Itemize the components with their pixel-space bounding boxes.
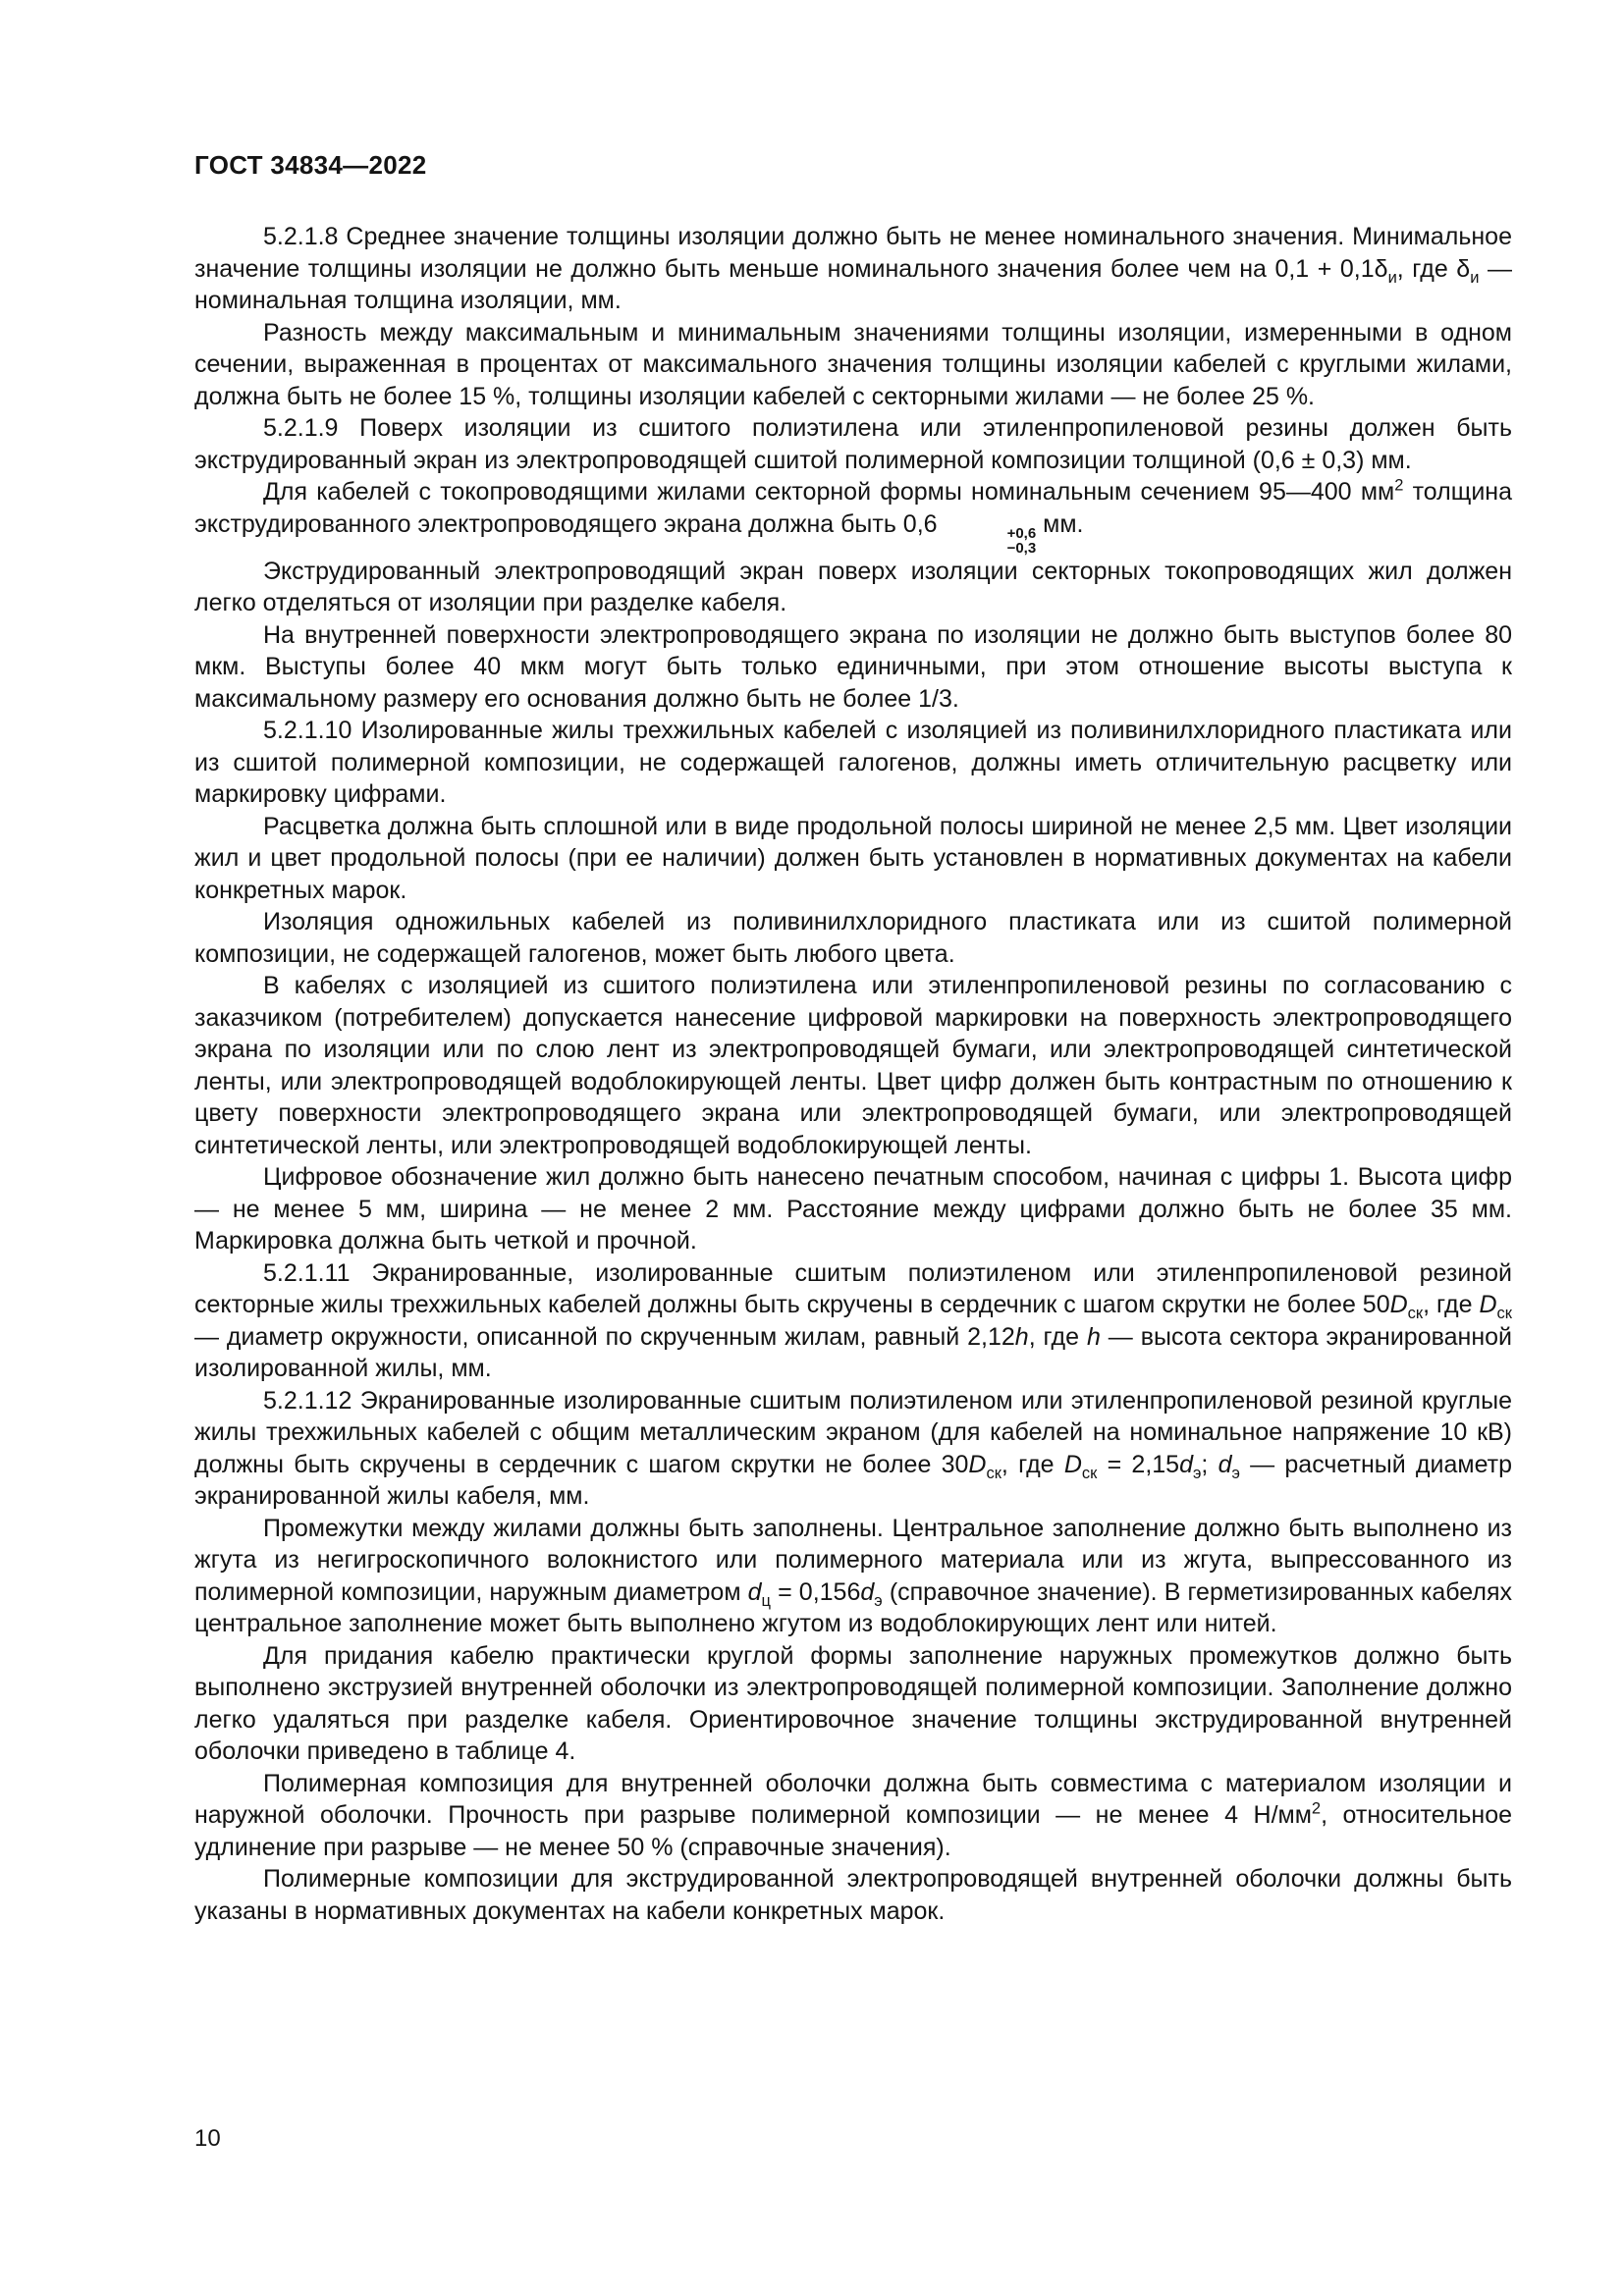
paragraph-5-2-1-12: 5.2.1.12 Экранированные изолированные сшитым полиэтиленом или этиленпропиленовой резиной круглые жилы трехжильных кабелей с общим металлическим экраном (для кабелей на номинальное напряжение 10 кВ) должны быть скручены в сердечник с шагом скрутки не более $30D_{ск}$, где $D_{ск} = 2,15d_э$; $d_э$ — расчетный диаметр экранированной жилы кабеля, мм. bbox=[194, 1386, 1512, 1511]
document-body bbox=[194, 221, 1512, 1927]
paragraph-gap-filling: Промежутки между жилами должны быть заполнены. Центральное заполнение должно быть выполнено из жгута из негигроскопичного волокнистого или полимерного материала или из жгута, выпрессованного из полимерной композиции, наружным диаметром $d_ц = 0,156d_э$ (справочное значение). В герметизированных кабелях центральное заполнение может быть выполнено жгутом из водоблокирующих лент или нитей. bbox=[194, 1514, 1513, 1638]
paragraph-5-2-1-8: 5.2.1.8 Среднее значение толщины изоляции должно быть не менее номинального значения. Минимальное значение толщины изоляции не должно быть меньше номинального значения более чем на $0,1 + 0,1\delta_и$, где $\delta_и$ — номинальная толщина изоляции, мм. bbox=[194, 223, 1512, 314]
page-number: 10 bbox=[194, 2125, 221, 2152]
paragraph-protrusions: На внутренней поверхности электропроводящего экрана по изоляции не должно быть выступов более 80 мкм. Выступы более 40 мкм могут быть только единичными, при этом отношение высоты выступа к максимальному размеру его основания должно быть не более 1/3. bbox=[194, 620, 1512, 713]
paragraph-thickness-difference: Разность между максимальным и минимальным значениями толщины изоляции, измеренными в одном сечении, выраженная в процентах от максимального значения толщины изоляции кабелей с круглыми жилами, должна быть не более 15 %, толщины изоляции кабелей с секторными жилами — не более 25 %. bbox=[194, 318, 1512, 410]
paragraph-digit-designation: Цифровое обозначение жил должно быть нанесено печатным способом, начиная с цифры 1. Высота цифр — не менее 5 мм, ширина — не менее 2 мм. Расстояние между цифрами должно быть не более 35 мм. Маркировка должна быть четкой и прочной. bbox=[194, 1163, 1512, 1255]
paragraph-screen-separation: Экструдированный электропроводящий экран поверх изоляции секторных токопроводящих жил должен легко отделяться от изоляции при разделке кабеля. bbox=[194, 557, 1512, 617]
paragraph-sector-screen: Для кабелей с токопроводящими жилами секторной формы номинальным сечением 95—400 $мм^2$ толщина экструдированного электропроводящего экрана должна быть 0,6 +0,6 −0,3 мм. bbox=[194, 476, 1512, 557]
tolerance-stack: +0,6 −0,3 bbox=[1006, 524, 1037, 557]
paragraph-coloring: Расцветка должна быть сплошной или в виде продольной полосы шириной не менее 2,5 мм. Цвет изоляции жил и цвет продольной полосы (при ее наличии) должен быть установлен в нормативных документах на кабели конкретных марок. bbox=[194, 812, 1512, 904]
paragraph-digital-marking: В кабелях с изоляцией из сшитого полиэтилена или этиленпропиленовой резины по согласованию с заказчиком (потребителем) допускается нанесение цифровой маркировки на поверхность электропроводящего экрана по изоляции или по слою лент из электропроводящей бумаги, или электропроводящей синтетической ленты, или электропроводящей водоблокирующей ленты. Цвет цифр должен быть контрастным по отношению к цвету поверхности электропроводящего экрана или электропроводящей бумаги, или электропроводящей синтетической ленты, или электропроводящей водоблокирующей ленты. bbox=[194, 972, 1512, 1159]
paragraph-polymer-compositions: Полимерные композиции для экструдированной электропроводящей внутренней оболочки должны быть указаны в нормативных документах на кабели конкретных марок. bbox=[194, 1865, 1512, 1925]
paragraph-5-2-1-9: 5.2.1.9 Поверх изоляции из сшитого полиэтилена или этиленпропиленовой резины должен быть экструдированный экран из электропроводящей сшитой полимерной композиции толщиной (0,6 ± 0,3) мм. bbox=[194, 414, 1512, 474]
document-code-header: ГОСТ 34834—2022 bbox=[194, 150, 427, 180]
paragraph-5-2-1-10: 5.2.1.10 Изолированные жилы трехжильных кабелей с изоляцией из поливинилхлоридного пластиката или из сшитой полимерной композиции, не содержащей галогенов, должны иметь отличительную расцветку или маркировку цифрами. bbox=[194, 717, 1512, 809]
paragraph-5-2-1-11: 5.2.1.11 Экранированные, изолированные сшитым полиэтиленом или этиленпропиленовой резиной секторные жилы трехжильных кабелей должны быть скручены в сердечник с шагом скрутки не более $50D_{ск}$, где $D_{ск}$ — диаметр окружности, описанной по скрученным жилам, равный 2,12h, где h — высота сектора экранированной изолированной жилы, мм. bbox=[194, 1258, 1512, 1383]
paragraph-polymer-compatibility: Полимерная композиция для внутренней оболочки должна быть совместима с материалом изоляции и наружной оболочки. Прочность при разрыве полимерной композиции — не менее 4 $Н/мм^2$, относительное удлинение при разрыве — не менее 50 % (справочные значения). bbox=[194, 1769, 1513, 1861]
paragraph-single-core-color: Изоляция одножильных кабелей из поливинилхлоридного пластиката или из сшитой полимерной композиции, не содержащей галогенов, может быть любого цвета. bbox=[194, 908, 1512, 968]
paragraph-outer-gaps: Для придания кабелю практически круглой формы заполнение наружных промежутков должно быть выполнено экструзией внутренней оболочки из электропроводящей полимерной композиции. Заполнение должно легко удаляться при разделке кабеля. Ориентировочное значение толщины экструдированной внутренней оболочки приведено в таблице 4. bbox=[194, 1641, 1512, 1766]
